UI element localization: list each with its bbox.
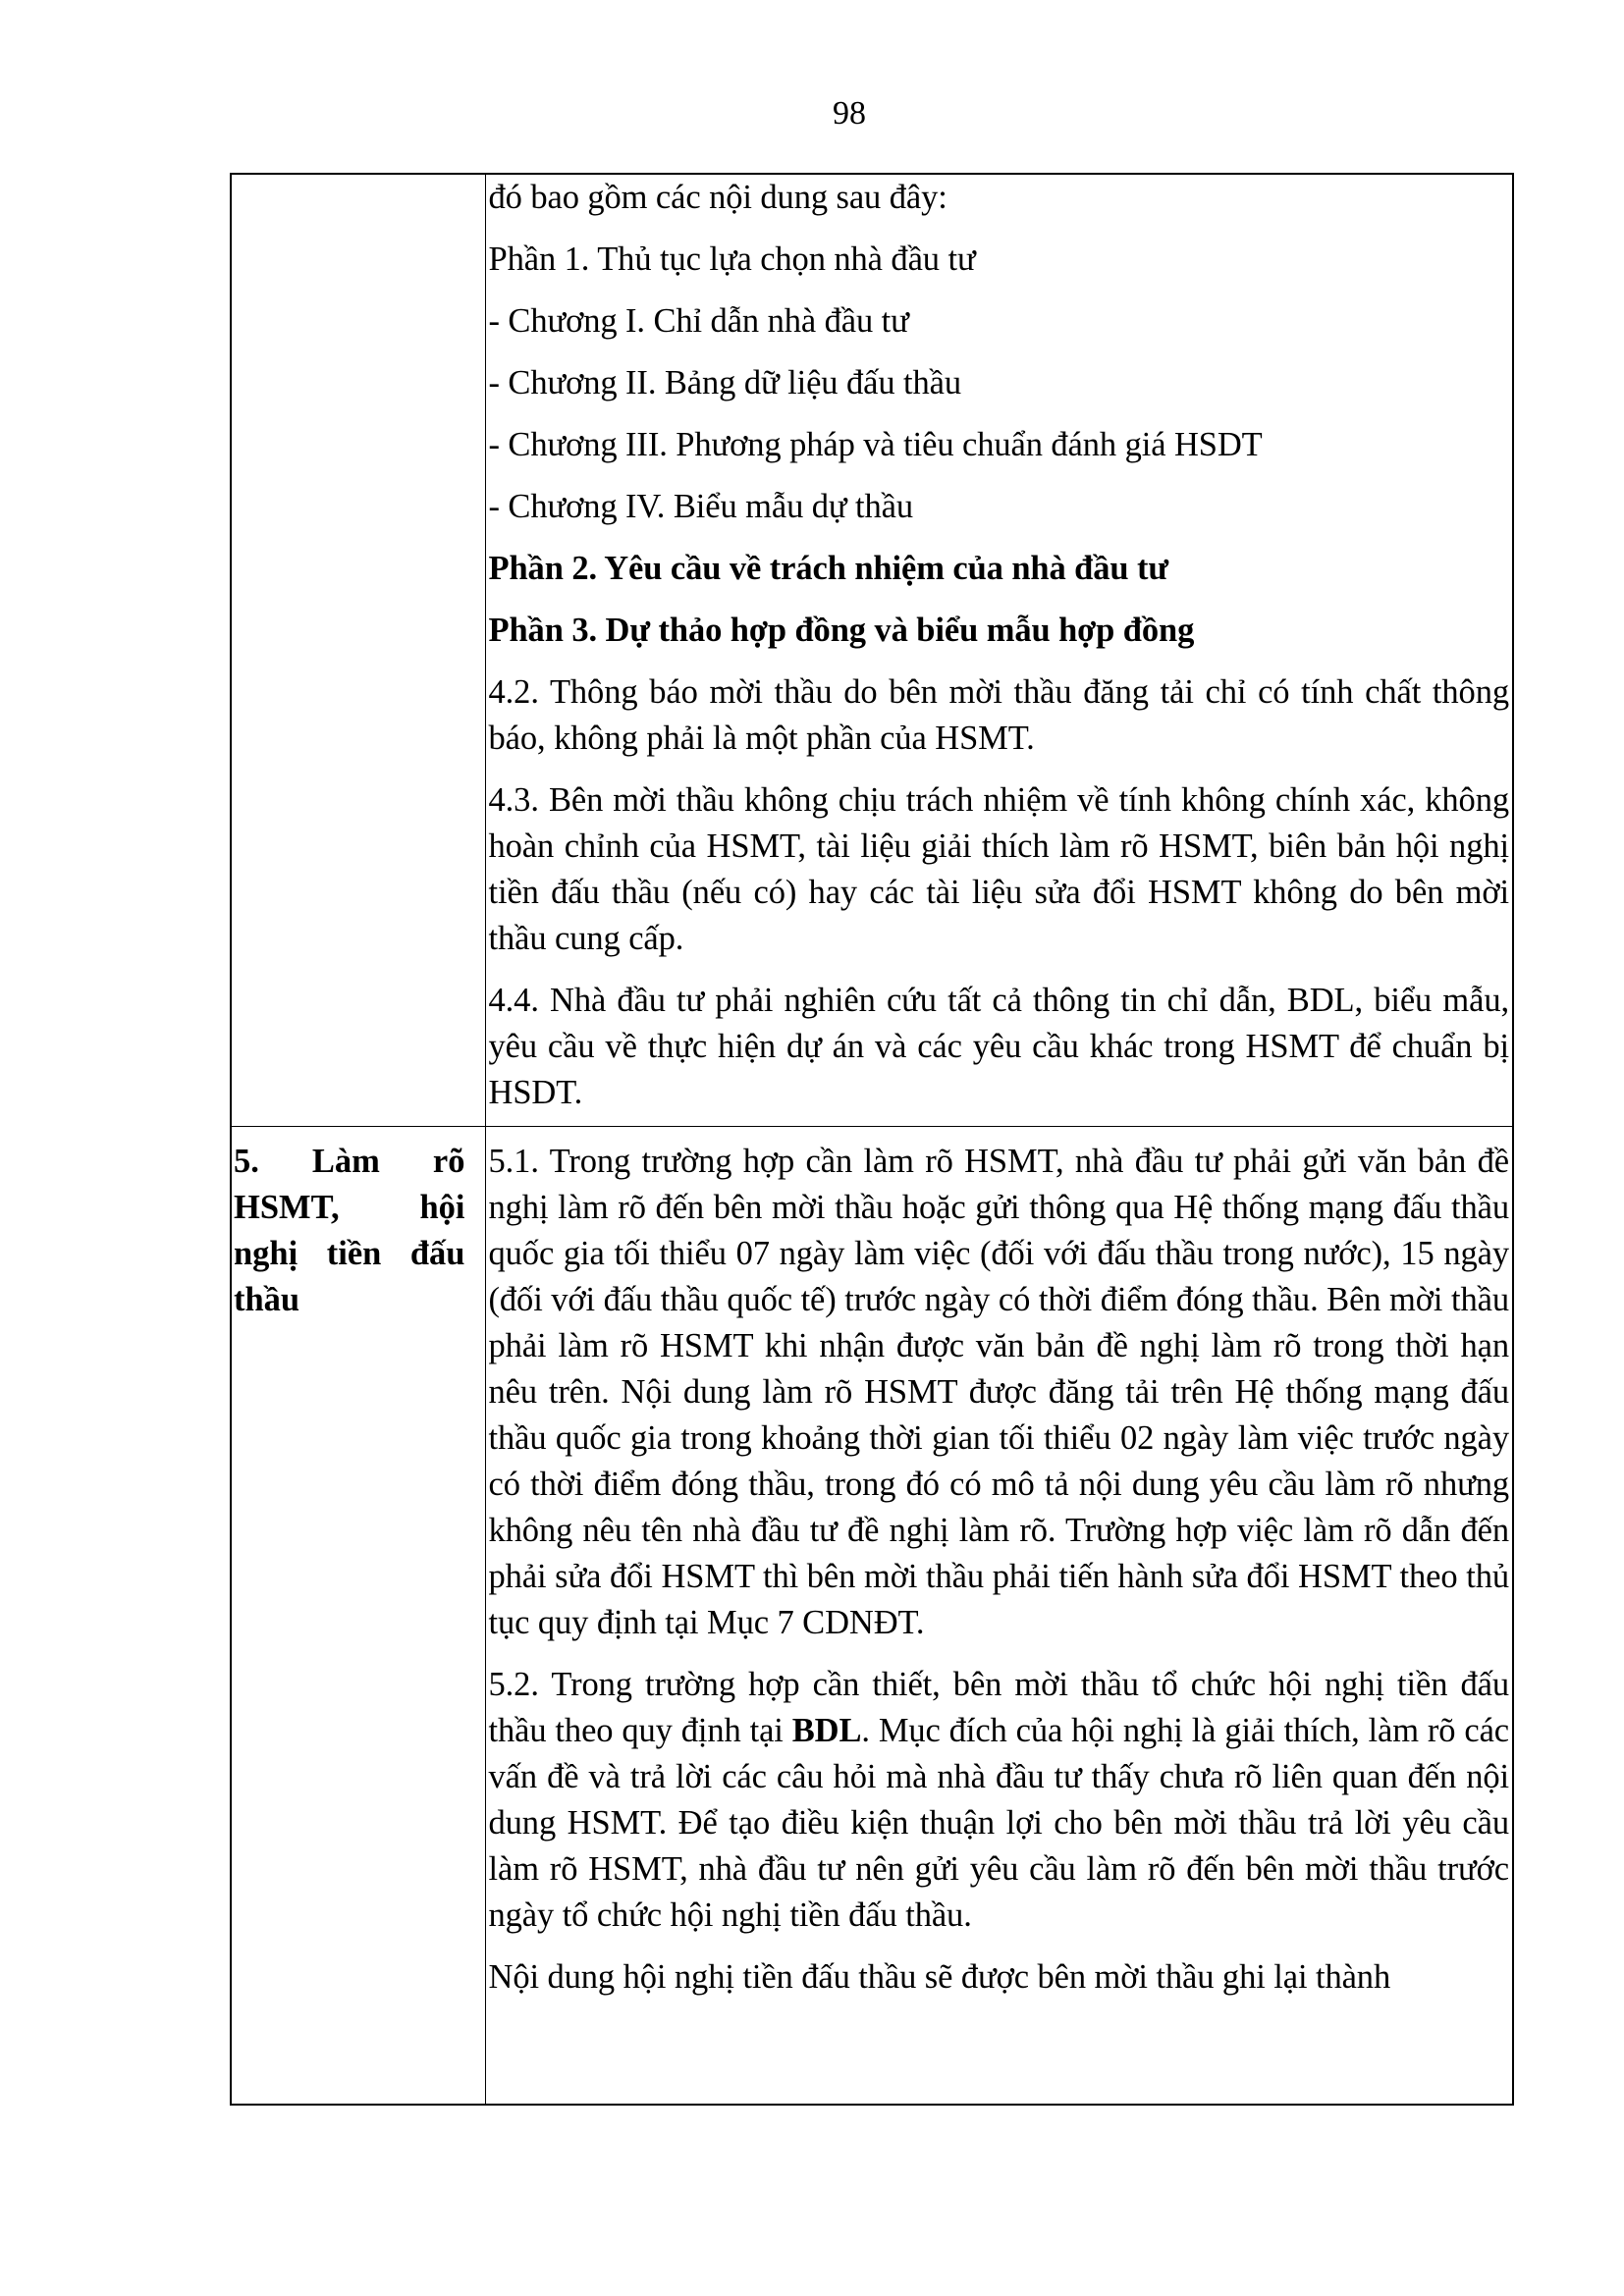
table-row (231, 174, 1513, 1127)
paragraph: 5.1. Trong trường hợp cần làm rõ HSMT, nhà đầu tư phải gửi văn bản đề nghị làm rõ đến bên mời thầu hoặc gửi thông qua Hệ thống mạng đấu thầu quốc gia tối thiểu 07 ngày làm việc (đối với đấu thầu trong nước), 15 ngày (đối với đấu thầu quốc tế) trước ngày có thời điểm đóng thầu. Bên mời thầu phải làm rõ HSMT khi nhận được văn bản đề nghị làm rõ trong thời hạn nêu trên. Nội dung làm rõ HSMT được đăng tải trên Hệ thống mạng đấu thầu quốc gia trong khoảng thời gian tối thiểu 02 ngày làm việc trước ngày có thời điểm đóng thầu, trong đó có mô tả nội dung yêu cầu làm rõ nhưng không nêu tên nhà đầu tư đề nghị làm rõ. Trường hợp việc làm rõ dẫn đến phải sửa đổi HSMT thì bên mời thầu phải tiến hành sửa đổi HSMT theo thủ tục quy định tại Mục 7 CDNĐT. (488, 1143, 1509, 1641)
paragraph-text: 5.2. Trong trường hợp cần thiết, bên mời thầu tổ chức hội nghị tiền đấu thầu theo quy định tại (488, 1666, 1509, 1749)
section-title-cell (231, 174, 485, 1127)
list-item: - Chương IV. Biểu mẫu dự thầu (488, 488, 914, 525)
list-item: - Chương I. Chỉ dẫn nhà đầu tư (488, 302, 909, 340)
content-table (230, 173, 1514, 2106)
section-content-cell (485, 174, 1513, 1127)
paragraph (489, 1662, 1510, 1939)
paragraph-text: . Mục đích của hội nghị là giải thích, làm rõ các vấn đề và trả lời các câu hỏi mà nhà đầu tư thấy chưa rõ liên quan đến nội dung HSMT. Để tạo điều kiện thuận lợi cho bên mời thầu trả lời yêu cầu làm rõ HSMT, nhà đầu tư nên gửi yêu cầu làm rõ đến bên mời thầu trước ngày tổ chức hội nghị tiền đấu thầu. (488, 1712, 1509, 1934)
paragraph: Nội dung hội nghị tiền đấu thầu sẽ được bên mời thầu ghi lại thành (488, 1958, 1391, 1996)
paragraph: 4.3. Bên mời thầu không chịu trách nhiệm về tính không chính xác, không hoàn chỉnh của HSMT, tài liệu giải thích làm rõ HSMT, biên bản hội nghị tiền đấu thầu (nếu có) hay các tài liệu sửa đổi HSMT không do bên mời thầu cung cấp. (488, 781, 1509, 957)
part-heading: Phần 3. Dự thảo hợp đồng và biểu mẫu hợp đồng (488, 612, 1195, 649)
page-number: 98 (833, 95, 866, 132)
paragraph: 4.2. Thông báo mời thầu do bên mời thầu đăng tải chỉ có tính chất thông báo, không phải là một phần của HSMT. (488, 673, 1509, 757)
list-item: - Chương II. Bảng dữ liệu đấu thầu (488, 364, 961, 401)
part-heading: Phần 2. Yêu cầu về trách nhiệm của nhà đầu tư (488, 550, 1169, 587)
section-title-cell (231, 1127, 485, 2106)
paragraph: đó bao gồm các nội dung sau đây: (488, 179, 947, 216)
table-row (231, 1127, 1513, 2106)
list-item: - Chương III. Phương pháp và tiêu chuẩn đánh giá HSDT (488, 426, 1263, 463)
paragraph: Phần 1. Thủ tục lựa chọn nhà đầu tư (488, 240, 976, 278)
paragraph: 4.4. Nhà đầu tư phải nghiên cứu tất cả thông tin chỉ dẫn, BDL, biểu mẫu, yêu cầu về thực hiện dự án và các yêu cầu khác trong HSMT để chuẩn bị HSDT. (488, 982, 1509, 1111)
section-content-cell (485, 1127, 1513, 2106)
section-title: 5. Làm rõ HSMT, hội nghị tiền đấu thầu (234, 1143, 465, 1318)
bdl-reference: BDL (791, 1712, 862, 1749)
